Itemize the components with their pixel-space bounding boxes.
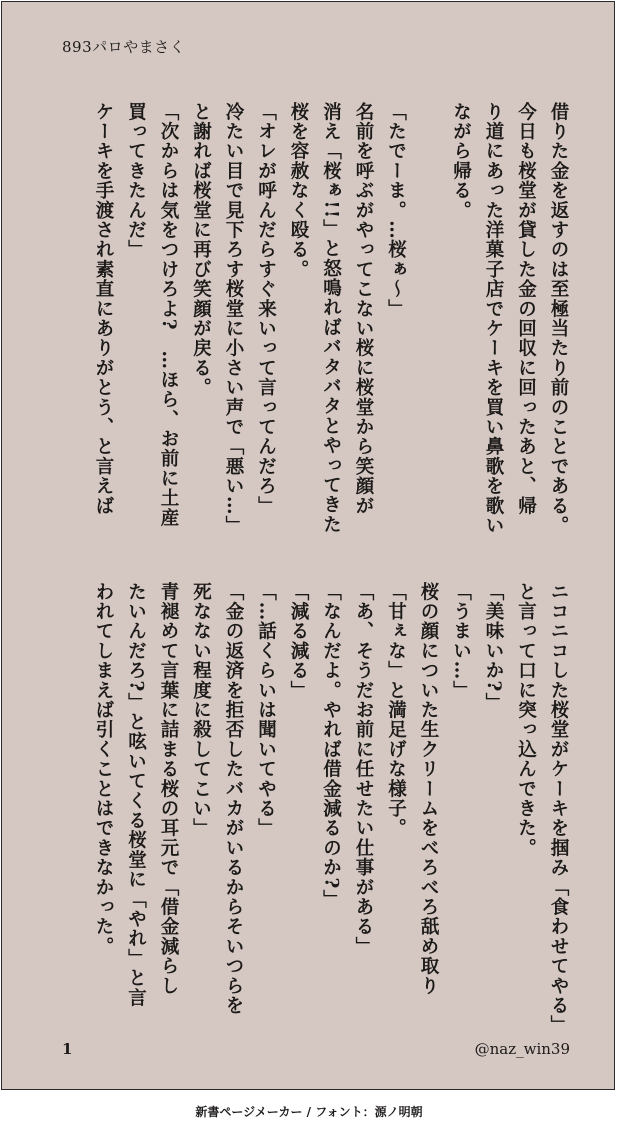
novel-page xyxy=(1,1,615,1090)
author-handle: @naz_win39 xyxy=(474,1040,570,1058)
body-text-lower: ニコニコした桜堂がケーキを掴み「食わせてやる」 と言って口に突っ込んできた。 「美味いか?」 「うまい…」 桜の顔についた生クリームをべろべろ舐め取り 「甘ぇな」と満足げな様子。 「あ、そうだお前に任せたい仕事がある」 「なんだよ。やれば借金減るのか?」 「減る減る」 「…話くらいは聞いてやる」 「金の返済を拒否したバカがいるからそいつらを 死なない程度に殺してこい」 青褪めて言葉に詰まる桜の耳元で「借金減らし たいんだろ?」と呟いてくる桜堂に「やれ」と言 われてしまえば引くことはできなかった。 xyxy=(93,582,569,1036)
body-text-upper: 借りた金を返すのは至極当たり前のことである。 今日も桜堂が貸した金の回収に回ったあと、帰 り道にあった洋菓子店でケーキを買い鼻歌を歌い ながら帰る。 「たでーま。…桜ぁ〜」 名前を呼ぶがやってこない桜に桜堂から笑顔が 消え「桜ぁ!!」と怒鳴ればバタバタとやってきた 桜を容赦なく殴る。 「オレが呼んだらすぐ来いって言ってんだろ」 冷たい目で見下ろす桜堂に小さい声で「悪い…」 と謝れば桜堂に再び笑顔が戻る。 「次からは気をつけろよ? …ほら、お前に土産 買ってきたんだ」 ケーキを手渡され素直にありがとう、と言えば xyxy=(93,102,569,536)
page-number: 1 xyxy=(62,1040,73,1058)
work-title: 893パロやまさく xyxy=(62,38,186,56)
tool-credit: 新書ページメーカー / フォント：源ノ明朝 xyxy=(195,1105,423,1119)
